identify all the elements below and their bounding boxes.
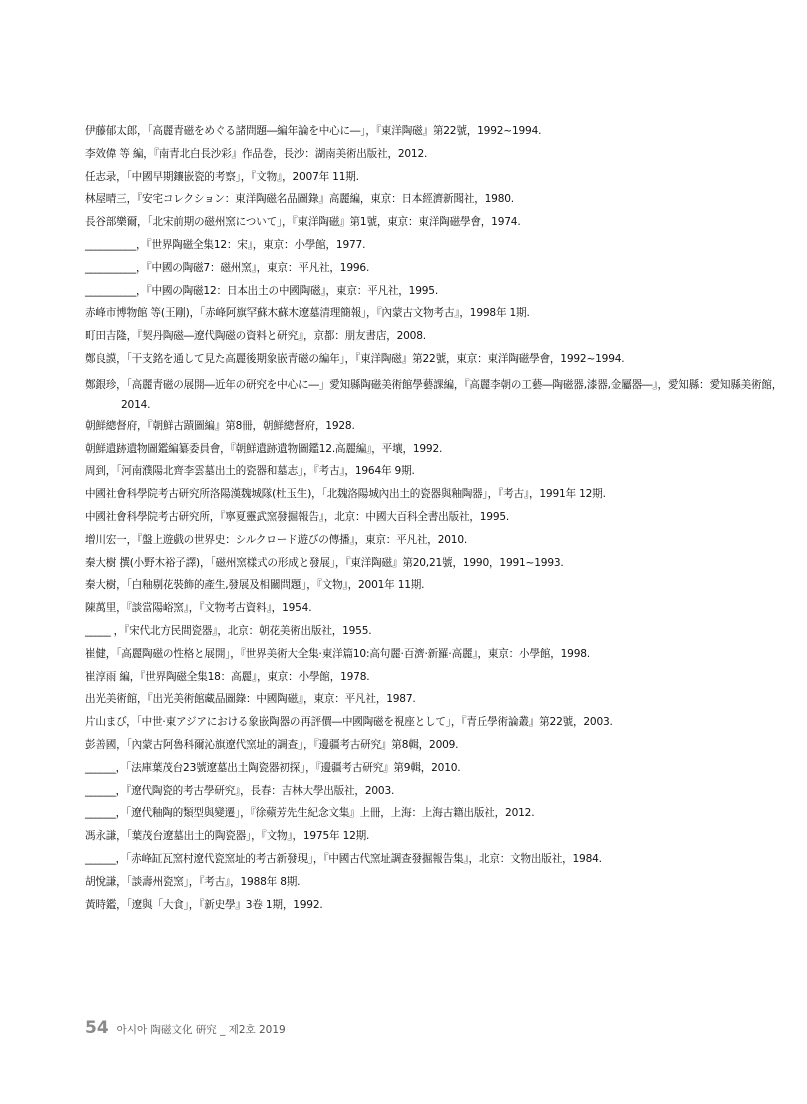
reference-entry: 中國社會科學院考古研究所洛陽漢魏城隊(杜玉生)，「北魏洛陽城內出土的瓷器與釉陶器」，『考古』，1991年 12期. [85,488,606,501]
reference-entry: __________，『中國の陶磁12：日本出土の中國陶磁』，東京：平凡社，1995. [85,284,439,297]
page-footer [85,1018,286,1042]
reference-entry: 黃時鑑，「遼與「大食」，『新史學』3卷 1期，1992. [85,898,323,911]
reference-entry: 赤峰市博物館 等(王剛)，「赤峰阿旗罕蘇木蘇木遼墓清理簡報」，『內蒙古文物考古』，1998年 1期. [85,307,530,320]
reference-entry: __________，『世界陶磁全集12：宋』，東京：小學館，1977. [85,238,366,251]
reference-entry: 出光美術館，『出光美術館藏品圖錄：中國陶磁』，東京：平凡社，1987. [85,693,416,706]
reference-entry: 增川宏一，『盤上遊戲の世界史：シルクロード遊びの傳播』，東京：平凡社，2010. [85,533,468,546]
reference-entry: 朝鮮遺跡遺物圖鑑編纂委員會，『朝鮮遺跡遺物圖鑑12.高麗編』，平壤，1992. [85,442,443,455]
reference-entry: 馮永謙，「葉茂台遼墓出土的陶瓷器」，『文物』，1975年 12期. [85,830,370,843]
reference-entry: __________，『中國の陶磁7：磁州窯』，東京：平凡社，1996. [85,261,370,274]
reference-entry: ______，「法庫葉茂台23號遼墓出土陶瓷器初探」，『邊疆考古研究』第9輯，2010. [85,761,461,774]
reference-entry: 彭善國，「內蒙古阿魯科爾沁旗遼代窯址的調查」，『邊疆考古研究』第8輯，2009. [85,738,459,751]
journal-title: 아시아 陶磁文化 硏究 _ 제2호 2019 [116,1024,286,1036]
reference-entry: ______，「遼代釉陶的類型與變遷」，『徐蘋芳先生紀念文集』上冊，上海：上海古籍出版社，2012. [85,807,535,820]
reference-entry: 周到，「河南濮陽北齊李雲墓出土的瓷器和墓志」，『考古』，1964年 9期. [85,465,415,478]
page-number: 54 [85,1018,109,1038]
reference-entry: ______，「赤峰缸瓦窯村遼代瓷窯址的考古新發現」，『中國古代窯址調查發掘報告集』，北京：文物出版社，1984. [85,852,602,865]
reference-entry: 朝鮮總督府，『朝鮮古蹟圖編』第8冊，朝鮮總督府，1928. [85,419,355,432]
reference-entry: 李效偉 等 編，『南青北白長沙彩』作品巻，長沙：湖南美術出版社，2012. [85,147,428,160]
reference-entry: 秦大樹，「白釉剔花裝飾的產生,發展及相關問題」，『文物』，2001年 11期. [85,579,425,592]
reference-entry: 長谷部樂爾，「北宋前期の磁州窯について」，『東洋陶磁』第1號，東京：東洋陶磁學會，1974. [85,216,521,229]
reference-entry: 鄭良謨，「干支銘を通して見た高麗後期象嵌青磁の編年」，『東洋陶磁』第22號，東京：東洋陶磁學會，1992~1994. [85,352,625,365]
reference-entry: 陳萬里，『談當陽峪窯』，『文物考古資料』，1954. [85,602,312,615]
reference-entry: 胡悅謙，「談壽州瓷窯」，『考古』，1988年 8期. [85,875,301,888]
reference-entry: 町田吉隆，『契丹陶磁―遼代陶磁の資料と研究』，京都：朋友書店，2008. [85,330,426,343]
reference-entry: 崔健，「高麗陶磁の性格と展開」，『世界美術大全集·東洋篇10:高句麗·百濟·新羅·高麗』，東京：小學館，1998. [85,647,590,660]
reference-entry: ______，『遼代陶瓷的考古學研究』，長春：吉林大學出版社，2003. [85,784,395,797]
reference-entry: 林屋晴三，『安宅コレクション：東洋陶磁名品圖錄』高麗編，東京：日本經濟新聞社，1980. [85,193,514,206]
reference-entry: 秦大樹 撰(小野木裕子譯)，「磁州窯樣式の形成と發展」，『東洋陶磁』第20,21號，1990，1991~1993. [85,556,564,569]
reference-entry: 中國社會科學院考古研究所，『寧夏靈武窯發掘報告』，北京：中國大百科全書出版社，1995. [85,510,510,523]
reference-entry: 任志录，「中國早期鑲嵌瓷的考察」，『文物』，2007年 11期. [85,170,359,183]
reference-entry: _____ ，『宋代北方民間瓷器』，北京：朝花美術出版社，1955. [85,624,372,637]
reference-list [85,124,785,920]
reference-entry: 伊藤郁太郎，「高麗青磁をめぐる諸問題―編年論を中心に―」，『東洋陶磁』第22號，1992~1994. [85,125,542,137]
reference-entry: 片山まび，「中世·東アジアにおける象嵌陶器の再評價―中國陶磁を視座として」，『青丘學術論叢』第22號，2003. [85,716,613,729]
reference-entry: 鄭銀珍，「高麗青磁の展開―近年の研究を中心に―」愛知縣陶磁美術館學藝課編，『高麗李朝の工藝―陶磁器,漆器,金屬器―』，愛知縣：愛知縣美術館，2014. [85,378,783,411]
reference-entry: 崔淳雨 編，『世界陶磁全集18：高麗』，東京：小學館，1978. [85,670,370,683]
